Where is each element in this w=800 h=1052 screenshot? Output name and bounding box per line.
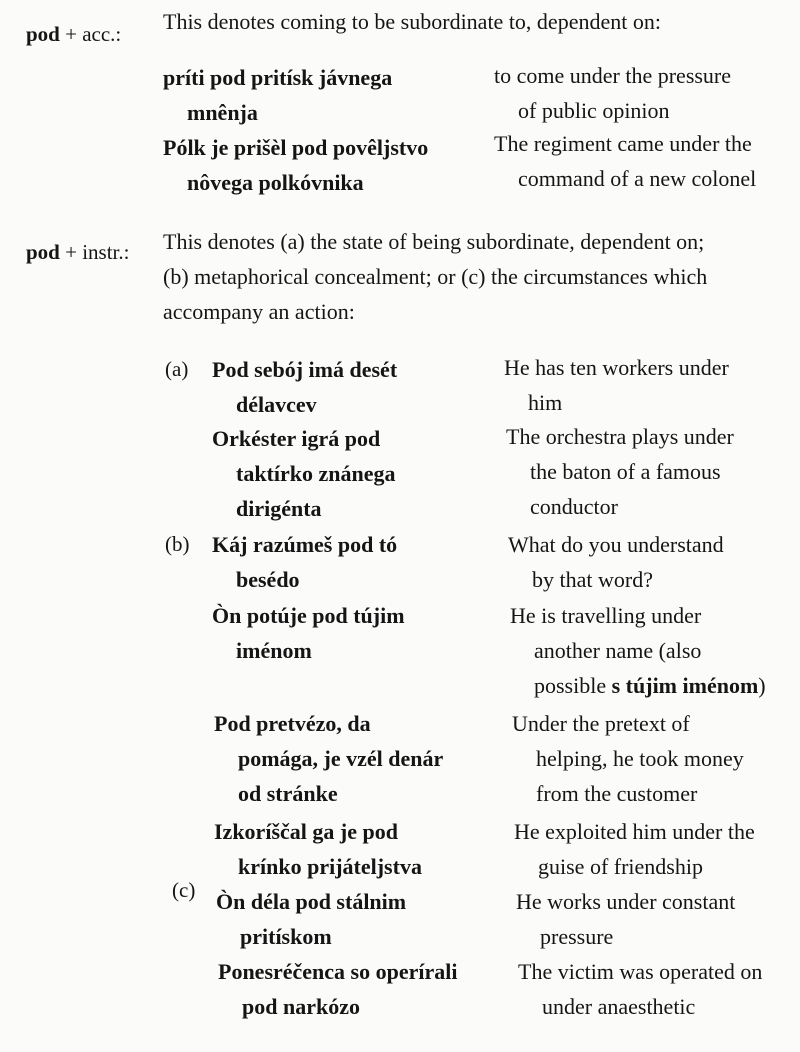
example-sl-line: Pod sebój imá desét	[212, 357, 398, 382]
example-en	[504, 350, 729, 420]
example-sl	[214, 814, 422, 884]
example-sl-line: Òn déla pod stálnim	[216, 889, 407, 914]
example-en-line: Under the pretext of	[512, 711, 690, 736]
example-en	[514, 814, 755, 884]
example-en-line: What do you understand	[508, 532, 724, 557]
example-en-line: The victim was operated on	[518, 959, 763, 984]
example-en-line	[510, 668, 766, 703]
example-sl-line: dirigénta	[236, 496, 322, 521]
example-sl	[212, 421, 396, 526]
marker-c: (c)	[172, 878, 196, 902]
example-en-line: He is travelling under	[510, 603, 702, 628]
example-en-bold: s tújim iménom	[611, 673, 759, 698]
description-line: (b) metaphorical concealment; or (c) the circumstances which	[163, 264, 708, 289]
example-en	[506, 419, 734, 524]
example-en-line: He has ten workers under	[504, 355, 729, 380]
example-sl-line: Pólk je prišèl pod povêljstvo	[163, 135, 429, 160]
example-sl	[212, 598, 405, 668]
example-sl	[212, 527, 397, 597]
marker-b: (b)	[165, 532, 190, 556]
case-label: + acc.:	[65, 22, 122, 46]
example-sl	[216, 884, 406, 954]
example-sl	[163, 130, 428, 200]
example-en-line: The orchestra plays under	[506, 424, 734, 449]
example-sl-line: mnênja	[187, 100, 258, 125]
example-sl-line: délavcev	[236, 392, 317, 417]
example-en-line: He works under constant	[516, 889, 736, 914]
example-en-text: possible	[534, 673, 612, 698]
example-sl-line: pod narkózo	[242, 994, 360, 1019]
example-sl-line: Izkoríščal ga je pod	[214, 819, 398, 844]
example-en-line: He exploited him under the	[514, 819, 755, 844]
example-en-line: helping, he took money	[536, 746, 744, 771]
example-sl-line: Pod pretvézo, da	[214, 711, 371, 736]
example-sl	[163, 60, 392, 130]
example-en-line: pressure	[540, 924, 614, 949]
headword: pod	[26, 240, 60, 264]
example-sl-line: iménom	[236, 638, 312, 663]
example-sl-line: pritískom	[240, 924, 332, 949]
description-line: accompany an action:	[163, 299, 355, 324]
section-description-instr	[163, 224, 783, 329]
section-description-acc	[163, 4, 783, 39]
example-en	[510, 598, 766, 703]
example-en-line: the baton of a famous	[530, 459, 721, 484]
example-sl-line: Òn potúje pod tújim	[212, 603, 405, 628]
description-line: This denotes coming to be subordinate to, dependent on:	[163, 9, 661, 34]
example-en	[512, 706, 744, 811]
example-en-line: by that word?	[532, 567, 653, 592]
example-sl-line: príti pod pritísk jávnega	[163, 65, 393, 90]
example-sl-line: besédo	[236, 567, 300, 592]
example-en-line: guise of friendship	[538, 854, 703, 879]
example-sl-line: od stránke	[238, 781, 338, 806]
closing-paren: )	[758, 673, 766, 698]
example-en	[518, 954, 762, 1024]
example-sl-line: Ponesréčenca so operírali	[218, 959, 458, 984]
example-sl-line: taktírko znánega	[236, 461, 396, 486]
example-en	[494, 126, 756, 196]
example-en	[508, 527, 724, 597]
example-en-line: him	[528, 390, 563, 415]
example-sl-line: nôvega polkóvnika	[187, 170, 364, 195]
example-en	[516, 884, 735, 954]
headword: pod	[26, 22, 60, 46]
section-label-acc	[26, 20, 121, 48]
example-en-line: command of a new colonel	[518, 166, 757, 191]
example-sl-line: Orkéster igrá pod	[212, 426, 381, 451]
example-sl	[212, 352, 397, 422]
example-en-line: of public opinion	[518, 98, 670, 123]
example-en-line: conductor	[530, 494, 618, 519]
example-en-line: to come under the pressure	[494, 63, 732, 88]
example-sl-line: pomága, je vzél denár	[238, 746, 444, 771]
example-en	[494, 58, 731, 128]
example-sl	[214, 706, 443, 811]
example-en-line: under anaesthetic	[542, 994, 696, 1019]
example-sl-line: krínko prijáteljstva	[238, 854, 422, 879]
example-en-line: The regiment came under the	[494, 131, 752, 156]
description-line: This denotes (a) the state of being subordinate, dependent on;	[163, 229, 705, 254]
example-sl	[218, 954, 458, 1024]
section-label-instr	[26, 238, 129, 266]
marker-a: (a)	[165, 357, 189, 381]
case-label: + instr.:	[65, 240, 130, 264]
example-en-line: another name (also	[534, 638, 702, 663]
example-en-line: from the customer	[536, 781, 698, 806]
example-sl-line: Káj razúmeš pod tó	[212, 532, 398, 557]
